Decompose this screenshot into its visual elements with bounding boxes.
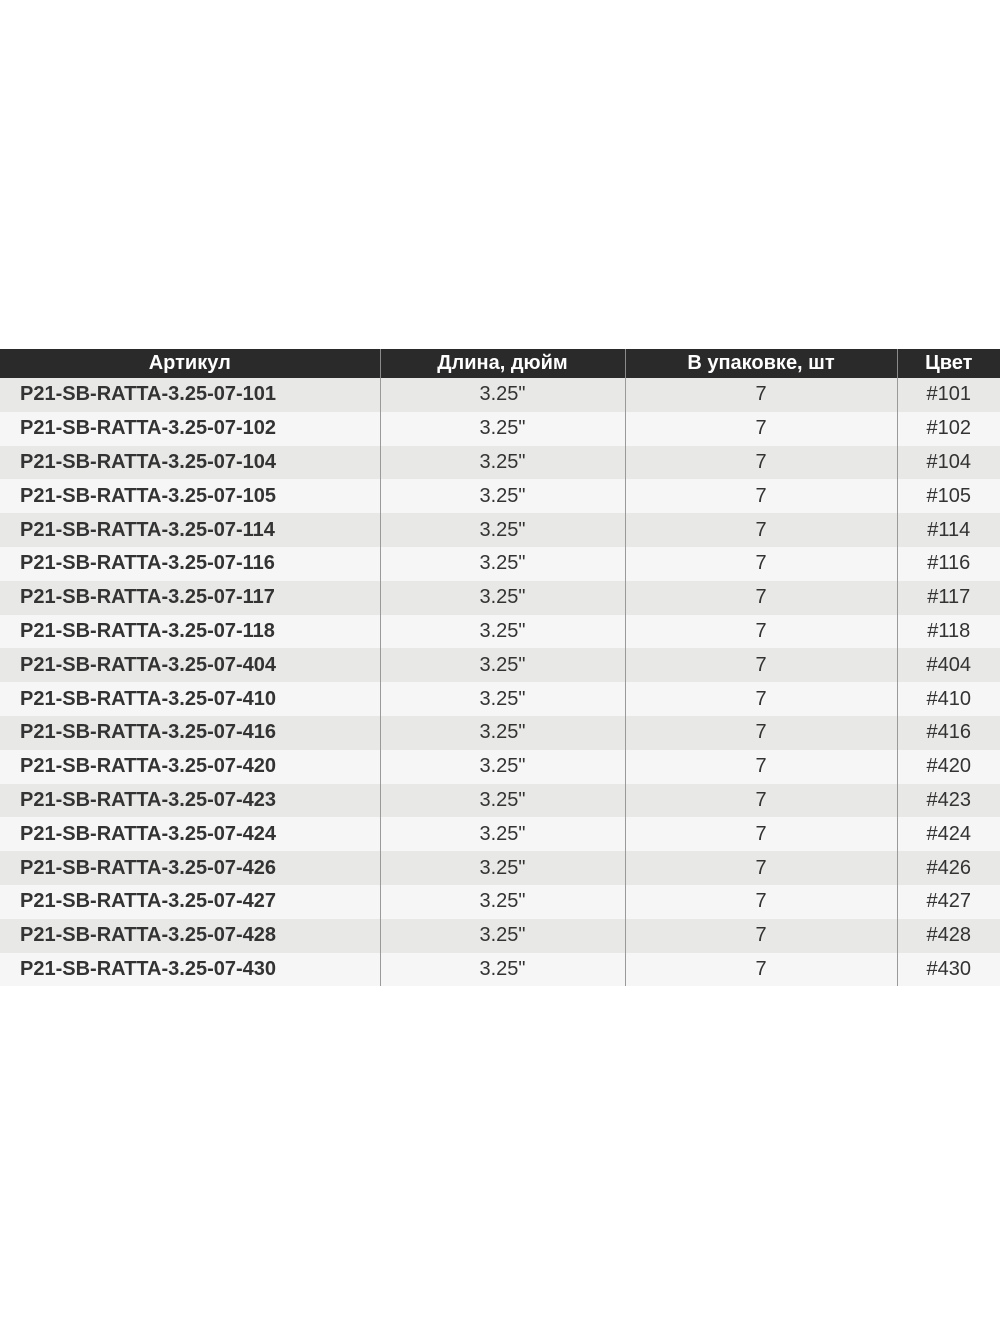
cell-pack-qty: 7 (625, 446, 897, 480)
cell-pack-qty: 7 (625, 513, 897, 547)
table-row (0, 682, 1000, 716)
cell-pack-qty: 7 (625, 682, 897, 716)
cell-length: 3.25" (380, 547, 625, 581)
table-row (0, 378, 1000, 412)
table-body (0, 378, 1000, 986)
table-row (0, 817, 1000, 851)
table-row (0, 750, 1000, 784)
cell-sku: P21-SB-RATTA-3.25-07-427 (0, 885, 380, 919)
cell-length: 3.25" (380, 784, 625, 818)
cell-length: 3.25" (380, 378, 625, 412)
cell-color: #424 (897, 817, 1000, 851)
cell-color: #116 (897, 547, 1000, 581)
table-row (0, 953, 1000, 987)
header-sku: Артикул (0, 349, 380, 378)
cell-sku: P21-SB-RATTA-3.25-07-102 (0, 412, 380, 446)
cell-length: 3.25" (380, 648, 625, 682)
header-pack-qty: В упаковке, шт (625, 349, 897, 378)
cell-length: 3.25" (380, 953, 625, 987)
cell-pack-qty: 7 (625, 648, 897, 682)
cell-length: 3.25" (380, 479, 625, 513)
cell-pack-qty: 7 (625, 885, 897, 919)
cell-color: #420 (897, 750, 1000, 784)
cell-pack-qty: 7 (625, 378, 897, 412)
cell-pack-qty: 7 (625, 953, 897, 987)
cell-pack-qty: 7 (625, 784, 897, 818)
product-table (0, 349, 1000, 986)
cell-color: #423 (897, 784, 1000, 818)
cell-sku: P21-SB-RATTA-3.25-07-424 (0, 817, 380, 851)
cell-length: 3.25" (380, 817, 625, 851)
cell-pack-qty: 7 (625, 412, 897, 446)
cell-length: 3.25" (380, 885, 625, 919)
cell-pack-qty: 7 (625, 479, 897, 513)
cell-length: 3.25" (380, 851, 625, 885)
table-row (0, 784, 1000, 818)
cell-sku: P21-SB-RATTA-3.25-07-116 (0, 547, 380, 581)
table-row (0, 885, 1000, 919)
cell-color: #102 (897, 412, 1000, 446)
cell-sku: P21-SB-RATTA-3.25-07-428 (0, 919, 380, 953)
cell-sku: P21-SB-RATTA-3.25-07-118 (0, 615, 380, 649)
table-row (0, 851, 1000, 885)
table-header (0, 349, 1000, 378)
cell-sku: P21-SB-RATTA-3.25-07-416 (0, 716, 380, 750)
cell-color: #426 (897, 851, 1000, 885)
cell-pack-qty: 7 (625, 581, 897, 615)
cell-length: 3.25" (380, 581, 625, 615)
cell-length: 3.25" (380, 682, 625, 716)
cell-color: #410 (897, 682, 1000, 716)
cell-length: 3.25" (380, 716, 625, 750)
cell-color: #117 (897, 581, 1000, 615)
cell-length: 3.25" (380, 750, 625, 784)
cell-pack-qty: 7 (625, 716, 897, 750)
cell-length: 3.25" (380, 446, 625, 480)
cell-length: 3.25" (380, 412, 625, 446)
cell-color: #101 (897, 378, 1000, 412)
cell-sku: P21-SB-RATTA-3.25-07-104 (0, 446, 380, 480)
cell-pack-qty: 7 (625, 919, 897, 953)
table-row (0, 615, 1000, 649)
cell-sku: P21-SB-RATTA-3.25-07-410 (0, 682, 380, 716)
cell-color: #104 (897, 446, 1000, 480)
cell-sku: P21-SB-RATTA-3.25-07-105 (0, 479, 380, 513)
table-row (0, 446, 1000, 480)
table-row (0, 919, 1000, 953)
cell-sku: P21-SB-RATTA-3.25-07-430 (0, 953, 380, 987)
table-row (0, 479, 1000, 513)
cell-sku: P21-SB-RATTA-3.25-07-426 (0, 851, 380, 885)
table-row (0, 412, 1000, 446)
cell-color: #427 (897, 885, 1000, 919)
cell-sku: P21-SB-RATTA-3.25-07-114 (0, 513, 380, 547)
cell-color: #404 (897, 648, 1000, 682)
cell-color: #114 (897, 513, 1000, 547)
cell-pack-qty: 7 (625, 750, 897, 784)
cell-color: #118 (897, 615, 1000, 649)
cell-color: #416 (897, 716, 1000, 750)
cell-color: #428 (897, 919, 1000, 953)
cell-pack-qty: 7 (625, 547, 897, 581)
cell-length: 3.25" (380, 615, 625, 649)
cell-pack-qty: 7 (625, 851, 897, 885)
cell-sku: P21-SB-RATTA-3.25-07-420 (0, 750, 380, 784)
cell-length: 3.25" (380, 513, 625, 547)
cell-color: #430 (897, 953, 1000, 987)
table-row (0, 513, 1000, 547)
header-row (0, 349, 1000, 378)
table-row (0, 547, 1000, 581)
table-row (0, 581, 1000, 615)
cell-pack-qty: 7 (625, 615, 897, 649)
header-color: Цвет (897, 349, 1000, 378)
cell-sku: P21-SB-RATTA-3.25-07-423 (0, 784, 380, 818)
table-row (0, 648, 1000, 682)
cell-sku: P21-SB-RATTA-3.25-07-101 (0, 378, 380, 412)
table-row (0, 716, 1000, 750)
cell-sku: P21-SB-RATTA-3.25-07-117 (0, 581, 380, 615)
cell-sku: P21-SB-RATTA-3.25-07-404 (0, 648, 380, 682)
product-table-container (0, 349, 1000, 986)
header-length: Длина, дюйм (380, 349, 625, 378)
cell-length: 3.25" (380, 919, 625, 953)
cell-pack-qty: 7 (625, 817, 897, 851)
cell-color: #105 (897, 479, 1000, 513)
